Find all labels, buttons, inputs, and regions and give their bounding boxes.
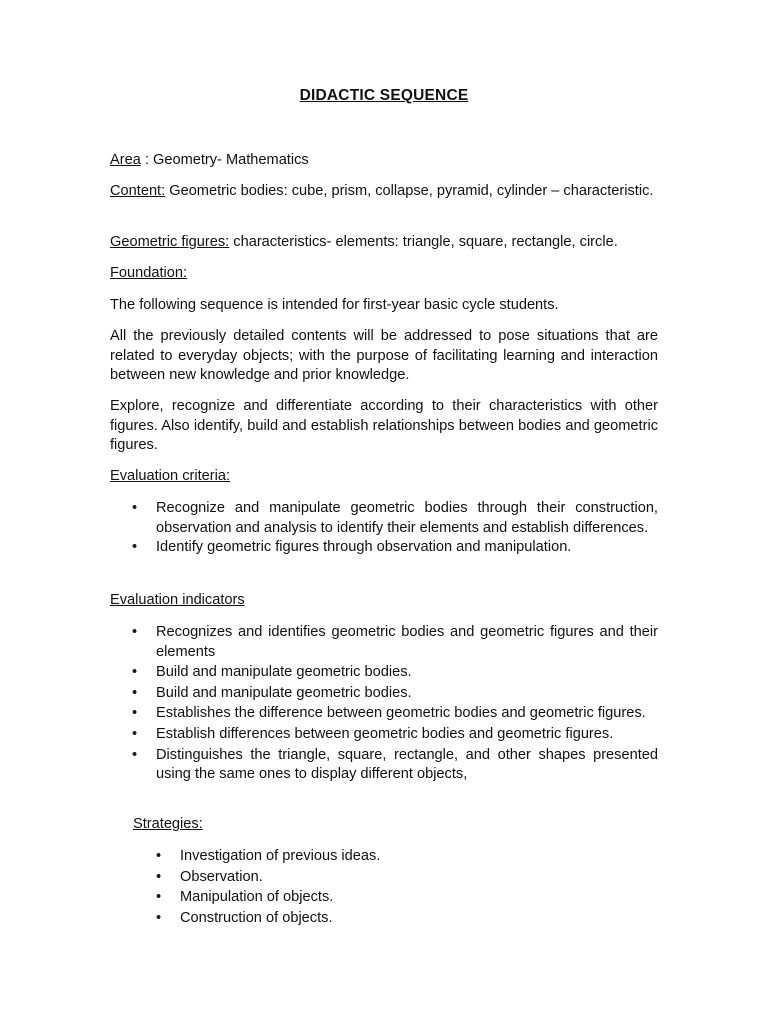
- criteria-list: [110, 499, 658, 558]
- content-label: Content:: [110, 183, 166, 199]
- list-item: • Identify geometric figures through observation and manipulation.: [110, 538, 658, 558]
- list-item: • Establishes the difference between geometric bodies and geometric figures.: [110, 704, 658, 724]
- list-item: • Recognize and manipulate geometric bodies through their construction, observation and analysis to identify their elements and establish differences.: [110, 499, 658, 538]
- foundation-paragraph-3: Explore, recognize and differentiate according to their characteristics with other figures. Also identify, build and establish relationships between bodies and geometric figures.: [110, 398, 658, 454]
- list-item: • Manipulation of objects.: [134, 888, 658, 908]
- figures-label: Geometric figures:: [110, 234, 230, 250]
- foundation-paragraph-2: All the previously detailed contents will be addressed to pose situations that are related to everyday objects; with the purpose of facilitating learning and interaction between new knowledge and prior knowledge.: [110, 328, 658, 384]
- list-item: • Distinguishes the triangle, square, rectangle, and other shapes presented using the same ones to display different objects,: [110, 746, 658, 785]
- list-item: • Investigation of previous ideas.: [134, 847, 658, 867]
- strategies-heading: Strategies:: [133, 816, 203, 832]
- strategies-list: [134, 847, 658, 928]
- list-item: • Build and manipulate geometric bodies.: [110, 684, 658, 704]
- indicators-heading: Evaluation indicators: [110, 592, 245, 608]
- area-value: : Geometry- Mathematics: [140, 152, 309, 168]
- list-item: • Establish differences between geometric bodies and geometric figures.: [110, 725, 658, 745]
- list-item: • Recognizes and identifies geometric bodies and geometric figures and their elements: [110, 623, 658, 662]
- indicators-list: [110, 623, 658, 785]
- area-line: [110, 151, 658, 171]
- content-value: Geometric bodies: cube, prism, collapse, pyramid, cylinder – characteristic.: [165, 183, 654, 199]
- figures-line: [110, 233, 658, 253]
- content-paragraph: [110, 182, 658, 202]
- foundation-heading: Foundation:: [110, 265, 188, 281]
- page-title: DIDACTIC SEQUENCE: [299, 87, 469, 104]
- list-item: • Build and manipulate geometric bodies.: [110, 663, 658, 683]
- list-item: • Observation.: [134, 868, 658, 888]
- criteria-heading: Evaluation criteria:: [110, 468, 231, 484]
- area-label: Area: [110, 152, 141, 168]
- foundation-paragraph-1: The following sequence is intended for first-year basic cycle students.: [110, 297, 559, 313]
- figures-value: characteristics- elements: triangle, square, rectangle, circle.: [229, 234, 618, 250]
- list-item: • Construction of objects.: [134, 909, 658, 929]
